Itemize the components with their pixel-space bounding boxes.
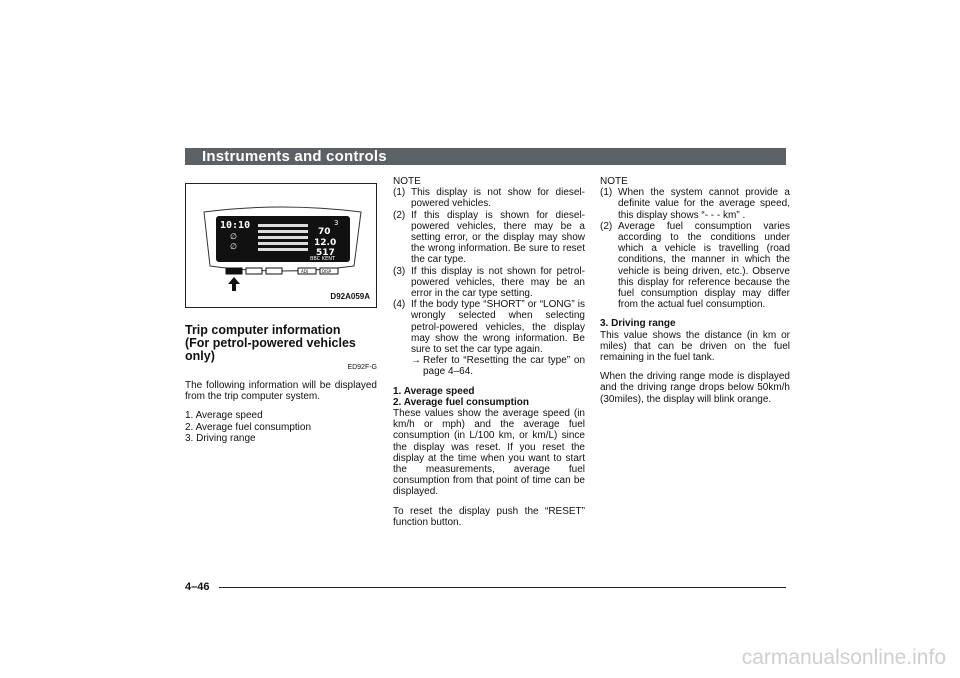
- arrow-right-icon: →: [411, 355, 421, 367]
- list-item: 1. Average speed: [185, 410, 263, 422]
- radio-readout: BBC KENT: [310, 256, 336, 262]
- section-header-title: Instruments and controls: [202, 148, 387, 165]
- pointer-arrow-icon: [228, 277, 240, 291]
- paragraph: This value shows the distance (in km or miles) that can be driven on the fuel remaining in the fuel tank.: [600, 329, 790, 364]
- disp-label: DISP: [322, 269, 332, 274]
- range-readout: 517: [316, 248, 335, 258]
- note-title: NOTE: [393, 176, 421, 187]
- consumption-readout: 12.0: [314, 238, 337, 248]
- button-1: [226, 268, 242, 274]
- section-title-line2: (For petrol-powered vehicles only): [185, 336, 356, 363]
- column-1: [185, 324, 377, 444]
- paragraph: When the driving range mode is displayed and the driving range drops below 50km/h (30miles), the display will blink orange.: [600, 371, 790, 405]
- watermark: carmanualsonline.info: [741, 646, 946, 669]
- note-item: (3) If this display is not shown for petrol-powered vehicles, there may be an error in the car type setting.: [393, 265, 585, 300]
- column-3: [600, 176, 790, 413]
- empty-icon: ∅: [230, 242, 237, 251]
- note-item: (4) If the body type “SHORT” or “LONG” is wrongly selected when selecting petrol-powered vehicles, the display may show the wrong information. Be sure to set the car type again. → Refer to “Resetting the car type” on page 4–64.: [393, 299, 585, 378]
- empty-icon: ∅: [230, 232, 237, 241]
- list-item: 3. Driving range: [185, 432, 256, 444]
- section-code: ED92F-G: [347, 364, 377, 371]
- subsection-title: 3. Driving range: [600, 318, 676, 330]
- section-header-bar: [185, 148, 786, 165]
- paragraph: To reset the display push the “RESET” function button.: [393, 505, 585, 528]
- note-item: (1) This display is not show for diesel-powered vehicles.: [393, 187, 585, 210]
- button-2: [246, 268, 262, 274]
- trip-computer-figure: [185, 183, 377, 308]
- list-item: 2. Average fuel consumption: [185, 421, 312, 433]
- clock-readout: 10:10: [220, 220, 251, 231]
- speed-readout: 70: [318, 227, 331, 237]
- footer-divider: [219, 587, 786, 588]
- page-number: 4–46: [185, 581, 210, 593]
- note-item: (1) When the system cannot provide a definite value for the average speed, this display shows “- - - km” .: [600, 187, 790, 221]
- adj-label: ADJ: [301, 269, 308, 274]
- button-3: [266, 268, 282, 274]
- intro-paragraph: The following information will be displayed from the trip computer system.: [185, 380, 377, 403]
- cross-reference: → Refer to “Resetting the car type” on page 4–64.: [411, 355, 585, 378]
- paragraph: These values show the average speed (in km/h or mph) and the average fuel consumption (in L/100 km, or km/L) since the display was reset. If you reset the display at the time when you want to start the measurements, average fuel consumption from that point of time can be displayed.: [393, 408, 585, 498]
- temp-readout: 3: [334, 219, 339, 227]
- note-item: (2) If this display is shown for diesel-powered vehicles, there may be a setting error, or the display may show the wrong information. Be sure to reset the car type.: [393, 209, 585, 266]
- subsection-title: 1. Average speed: [393, 385, 475, 397]
- figure-code: D92A059A: [330, 292, 370, 301]
- column-2: [393, 176, 585, 536]
- info-list: [185, 410, 377, 444]
- subsection-title: 2. Average fuel consumption: [393, 396, 529, 408]
- note-item: (2) Average fuel consumption varies according to the conditions under which a vehicle is travelling (road conditions, the manner in which the vehicle is being driven, etc.). Observe this display for reference because the fuel consumption display may differ from the actual fuel consumption.: [600, 220, 790, 311]
- note-title: NOTE: [600, 176, 628, 187]
- display-illustration: [186, 184, 376, 307]
- section-title-line1: Trip computer information: [185, 323, 341, 337]
